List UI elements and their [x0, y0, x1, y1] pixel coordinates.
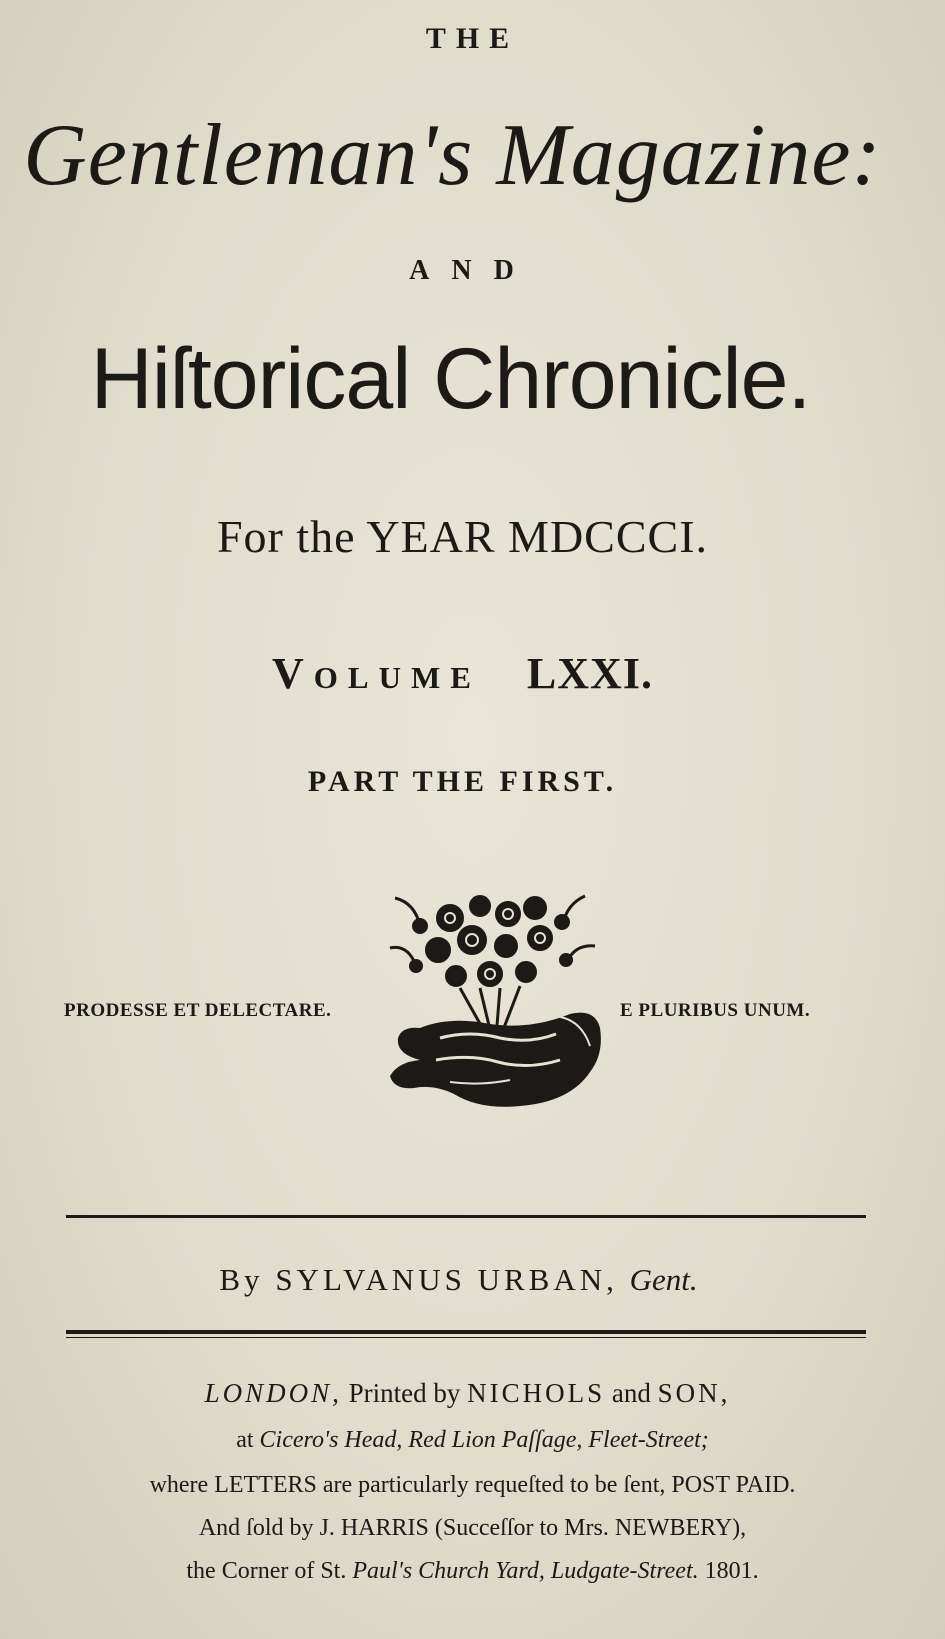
imprint-line-3	[0, 1472, 945, 1499]
imprint-place: Cicero's Head, Red Lion Paſſage, Fleet-Street;	[259, 1427, 709, 1453]
imprint-line-1	[0, 1378, 940, 1409]
imprint-church-yard: Paul's Church Yard, Ludgate-Street.	[352, 1558, 699, 1584]
imprint-post-paid: POST PAID.	[671, 1472, 796, 1498]
divider-top	[66, 1215, 866, 1218]
author-suffix: Gent.	[629, 1262, 698, 1297]
imprint-where: where	[149, 1472, 209, 1498]
imprint-line-2	[0, 1427, 945, 1454]
imprint-and: and	[611, 1378, 651, 1408]
hand-bouquet-icon	[380, 888, 608, 1120]
imprint-letters: LETTERS	[214, 1472, 317, 1498]
author-line	[0, 1262, 931, 1298]
imprint-line-5	[0, 1558, 945, 1585]
title-and: AND	[409, 255, 536, 286]
divider-bottom-thin	[66, 1337, 866, 1338]
imprint-printer: NICHOLS	[467, 1378, 606, 1408]
title-the: THE	[425, 22, 520, 55]
imprint-year: 1801.	[704, 1558, 759, 1584]
title-chronicle: Hiſtorical Chronicle.	[90, 331, 811, 427]
divider-bottom-thick	[66, 1330, 866, 1334]
volume-number: LXXI.	[526, 649, 653, 698]
title-magazine: Gentleman's Magazine:	[23, 107, 882, 204]
motto-left: PRODESSE ET DELECTARE.	[64, 1000, 332, 1021]
imprint-line-4: And ſold by J. HARRIS (Succeſſor to Mrs. NEWBERY),	[198, 1515, 747, 1541]
imprint-son: SON,	[657, 1378, 731, 1408]
volume-word: Volume	[272, 649, 481, 698]
motto-right: E PLURIBUS UNUM.	[620, 1000, 811, 1021]
year-line: For the YEAR MDCCCI.	[216, 511, 709, 562]
author-by: By	[219, 1262, 264, 1297]
imprint-requested: are particularly requeſted to be ſent,	[322, 1472, 666, 1498]
part-line: PART THE FIRST.	[307, 765, 618, 798]
imprint-at: at	[236, 1427, 254, 1453]
imprint-printed-by: Printed by	[348, 1378, 461, 1408]
imprint-corner: the Corner of St.	[186, 1558, 347, 1584]
author-name: SYLVANUS URBAN,	[275, 1262, 618, 1297]
imprint-london: LONDON,	[204, 1378, 342, 1408]
volume-line	[0, 648, 935, 699]
